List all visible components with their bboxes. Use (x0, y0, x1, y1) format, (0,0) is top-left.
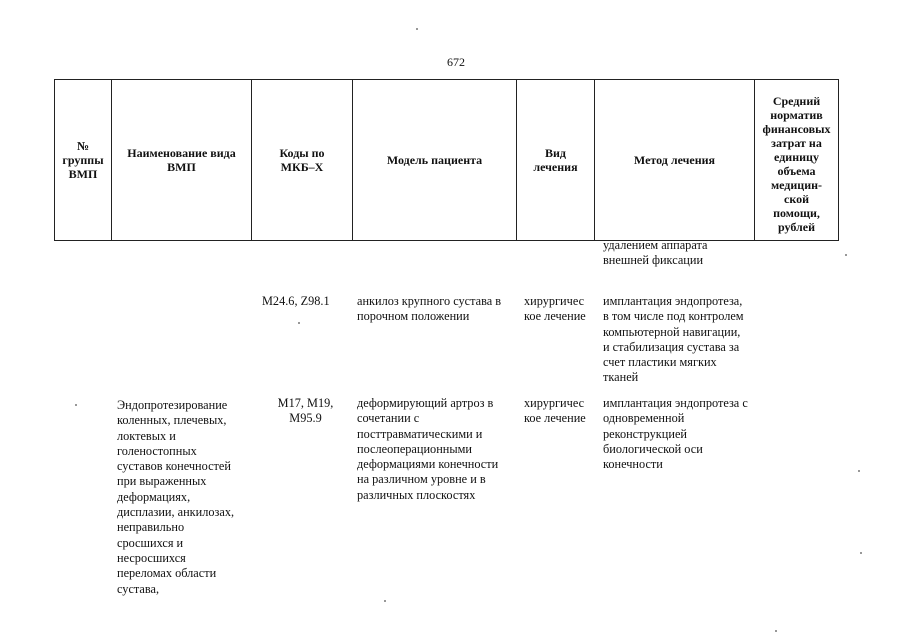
row1-codes: M24.6, Z98.1 (262, 294, 330, 308)
row1-treatment-type: хирургичес кое лечение (524, 294, 586, 324)
row2-patient-model: деформирующий артроз в сочетании с посттравматическими и послеоперационными деформациями конечности на различном уровне и в различных плоскостях (357, 396, 499, 502)
header-group-number: № группы ВМП (55, 80, 112, 241)
scan-speck (845, 254, 847, 256)
row2-vmp-name: Эндопротезирование коленных, плечевых, локтевых и голеностопных суставов конечностей при выраженных деформациях, дисплазии, анкилозах, неправильно сросшихся и несросшихся переломах области сустава, (117, 398, 235, 596)
scan-speck (858, 470, 860, 472)
scan-speck (75, 404, 77, 406)
header-average-cost: Средний норматив финансовых затрат на единицу объема медицин- ской помощи, рублей (755, 80, 839, 241)
row0-method: удалением аппарата внешней фиксации (603, 238, 708, 268)
row1-patient-model: анкилоз крупного сустава в порочном положении (357, 294, 502, 324)
header-vmp-name: Наименование вида ВМП (112, 80, 252, 241)
scan-speck (298, 322, 300, 324)
scan-speck (416, 28, 418, 30)
row2-method: имплантация эндопротеза с одновременной реконструкцией биологической оси конечности (603, 396, 748, 472)
scan-speck (384, 600, 386, 602)
row2-codes: M17, M19, M95.9 (277, 396, 334, 426)
header-treatment-type: Вид лечения (517, 80, 595, 241)
row1-method: имплантация эндопротеза, в том числе под контролем компьютерной навигации, и стабилизация сустава за счет пластики мягких тканей (603, 294, 744, 385)
scan-speck (775, 630, 777, 632)
page-number: 672 (447, 55, 465, 69)
header-icd-codes: Коды по МКБ–Х (252, 80, 353, 241)
table-header (54, 79, 839, 241)
header-patient-model: Модель пациента (353, 80, 517, 241)
header-row (55, 80, 839, 241)
scan-speck (860, 552, 862, 554)
header-treatment-method: Метод лечения (595, 80, 755, 241)
row2-treatment-type: хирургичес кое лечение (524, 396, 586, 426)
